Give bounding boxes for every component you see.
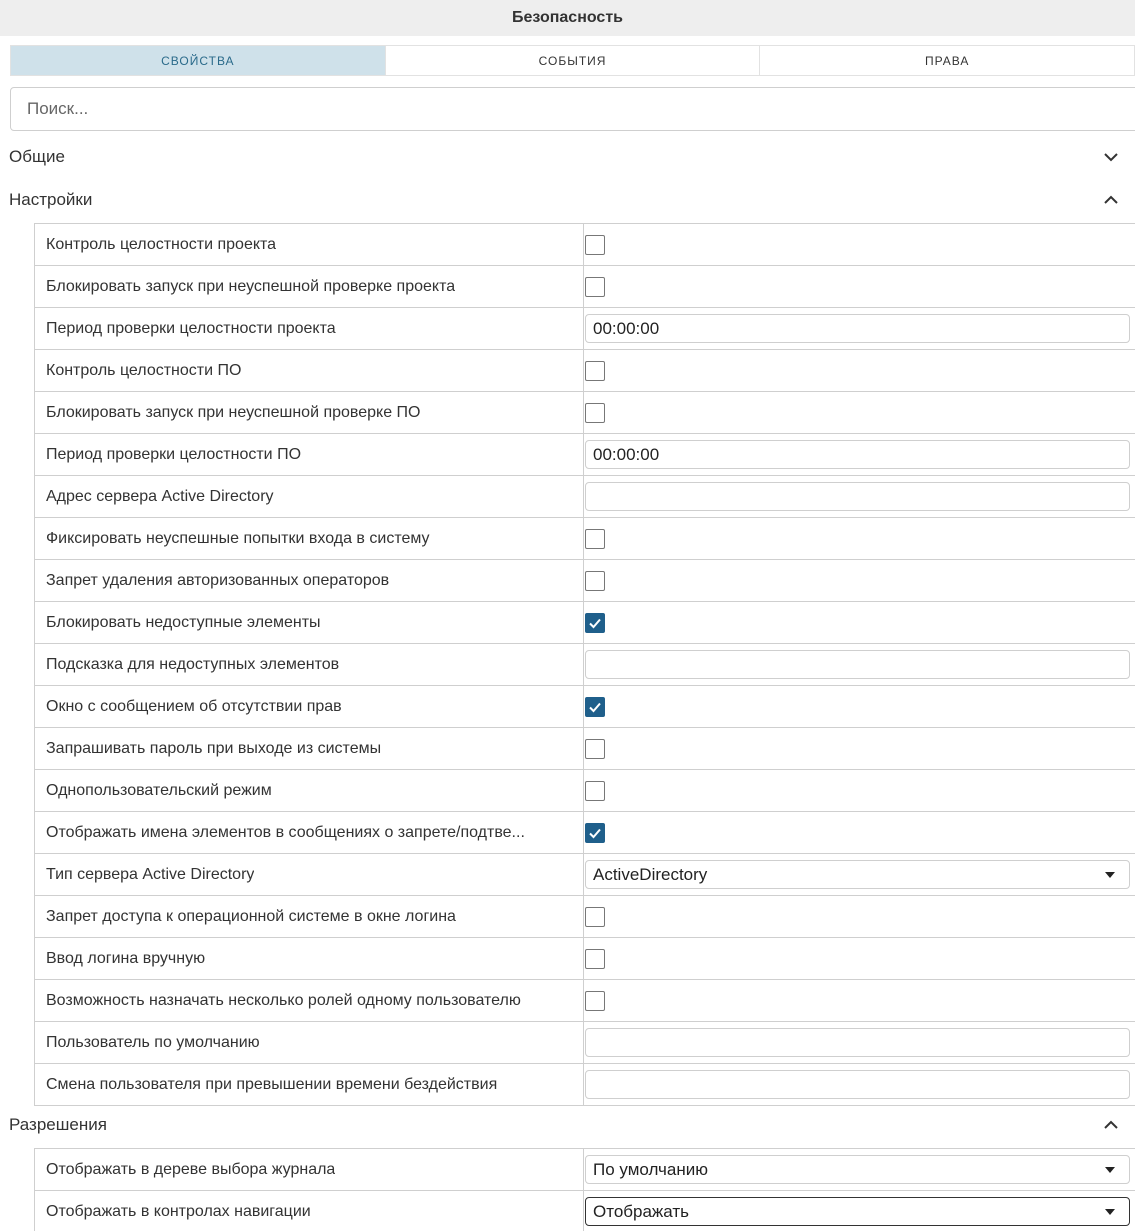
property-row xyxy=(35,1064,1135,1106)
property-select[interactable] xyxy=(585,1155,1130,1184)
property-label: Блокировать запуск при неуспешной проверке проекта xyxy=(46,277,456,295)
property-row xyxy=(35,686,1135,728)
property-value-cell xyxy=(584,644,1135,685)
property-label-cell xyxy=(35,308,584,349)
settings-grid xyxy=(34,223,1135,1106)
property-label-cell xyxy=(35,896,584,937)
property-label: Период проверки целостности проекта xyxy=(46,319,336,337)
property-value-cell xyxy=(584,938,1135,979)
property-row xyxy=(35,266,1135,308)
property-label-cell xyxy=(35,224,584,265)
checkmark-icon xyxy=(588,700,602,714)
property-label: Фиксировать неуспешные попытки входа в систему xyxy=(46,529,430,547)
property-row xyxy=(35,1191,1135,1231)
property-value-cell xyxy=(584,1022,1135,1063)
property-select[interactable] xyxy=(585,860,1130,889)
tab-events[interactable]: СОБЫТИЯ xyxy=(386,46,761,75)
property-label-cell xyxy=(35,476,584,517)
property-label-cell xyxy=(35,560,584,601)
property-label-cell xyxy=(35,518,584,559)
chevron-up-icon xyxy=(1103,1117,1119,1133)
property-value-cell xyxy=(584,896,1135,937)
property-row xyxy=(35,392,1135,434)
property-label-cell xyxy=(35,1022,584,1063)
property-label-cell xyxy=(35,644,584,685)
property-label: Период проверки целостности ПО xyxy=(46,445,302,463)
property-label: Окно с сообщением об отсутствии прав xyxy=(46,697,342,715)
property-row xyxy=(35,728,1135,770)
property-label: Отображать в дереве выбора журнала xyxy=(46,1160,336,1178)
tab-bar xyxy=(10,45,1135,76)
property-label-cell xyxy=(35,854,584,895)
property-value-cell xyxy=(584,1149,1135,1190)
property-row xyxy=(35,224,1135,266)
section-permissions-header[interactable] xyxy=(0,1108,1135,1142)
property-checkbox[interactable] xyxy=(585,991,605,1011)
property-row xyxy=(35,1022,1135,1064)
property-label: Запрашивать пароль при выходе из системы xyxy=(46,739,382,757)
property-text-input[interactable] xyxy=(585,314,1130,343)
property-row xyxy=(35,770,1135,812)
property-value-cell xyxy=(584,980,1135,1021)
property-text-input[interactable] xyxy=(585,440,1130,469)
section-general-header[interactable] xyxy=(0,140,1135,174)
property-value-cell xyxy=(584,602,1135,643)
property-label: Пользователь по умолчанию xyxy=(46,1033,260,1051)
property-label: Смена пользователя при превышении времени бездействия xyxy=(46,1075,498,1093)
property-label-cell xyxy=(35,434,584,475)
property-label-cell xyxy=(35,266,584,307)
property-label-cell xyxy=(35,812,584,853)
section-settings-label: Настройки xyxy=(9,190,93,209)
section-general-label: Общие xyxy=(9,147,65,166)
property-value-cell xyxy=(584,434,1135,475)
property-value-cell xyxy=(584,854,1135,895)
checkmark-icon xyxy=(588,616,602,630)
property-checkbox[interactable] xyxy=(585,277,605,297)
property-checkbox[interactable] xyxy=(585,403,605,423)
select-value: Отображать xyxy=(593,1201,690,1221)
property-row xyxy=(35,644,1135,686)
dropdown-arrow-icon xyxy=(1105,1167,1115,1173)
property-label: Запрет удаления авторизованных операторов xyxy=(46,571,390,589)
property-text-input[interactable] xyxy=(585,482,1130,511)
property-row xyxy=(35,434,1135,476)
property-label: Блокировать недоступные элементы xyxy=(46,613,321,631)
section-settings-header[interactable] xyxy=(0,183,1135,217)
property-select[interactable] xyxy=(585,1197,1130,1226)
property-label: Запрет доступа к операционной системе в окне логина xyxy=(46,907,456,925)
property-checkbox[interactable] xyxy=(585,739,605,759)
property-value-cell xyxy=(584,1064,1135,1105)
property-label: Блокировать запуск при неуспешной проверке ПО xyxy=(46,403,421,421)
property-value-cell xyxy=(584,686,1135,727)
property-checkbox[interactable] xyxy=(585,697,605,717)
property-label-cell xyxy=(35,1064,584,1105)
chevron-up-icon xyxy=(1103,192,1119,208)
property-label-cell xyxy=(35,686,584,727)
property-value-cell xyxy=(584,350,1135,391)
property-checkbox[interactable] xyxy=(585,361,605,381)
property-label-cell xyxy=(35,602,584,643)
property-label: Тип сервера Active Directory xyxy=(46,865,255,883)
property-row xyxy=(35,350,1135,392)
dropdown-arrow-icon xyxy=(1105,1209,1115,1215)
property-label-cell xyxy=(35,728,584,769)
property-label-cell xyxy=(35,770,584,811)
property-checkbox[interactable] xyxy=(585,529,605,549)
section-permissions-label: Разрешения xyxy=(9,1115,107,1134)
property-value-cell xyxy=(584,224,1135,265)
property-label-cell xyxy=(35,392,584,433)
property-text-input[interactable] xyxy=(585,1070,1130,1099)
property-row xyxy=(35,518,1135,560)
property-value-cell xyxy=(584,392,1135,433)
select-value: По умолчанию xyxy=(593,1159,708,1179)
property-label: Подсказка для недоступных элементов xyxy=(46,655,340,673)
chevron-down-icon xyxy=(1103,149,1119,165)
property-label: Отображать имена элементов в сообщениях о запрете/подтве... xyxy=(46,823,525,841)
property-value-cell xyxy=(584,812,1135,853)
property-label: Ввод логина вручную xyxy=(46,949,206,967)
property-value-cell xyxy=(584,518,1135,559)
property-row xyxy=(35,854,1135,896)
property-label: Контроль целостности проекта xyxy=(46,235,277,253)
checkmark-icon xyxy=(588,826,602,840)
property-label-cell xyxy=(35,350,584,391)
property-row xyxy=(35,980,1135,1022)
property-row xyxy=(35,812,1135,854)
property-value-cell xyxy=(584,728,1135,769)
property-checkbox[interactable] xyxy=(585,781,605,801)
property-checkbox[interactable] xyxy=(585,613,605,633)
property-text-input[interactable] xyxy=(585,650,1130,679)
property-label: Однопользовательский режим xyxy=(46,781,272,799)
property-row xyxy=(35,560,1135,602)
property-value-cell xyxy=(584,476,1135,517)
tab-rights[interactable]: ПРАВА xyxy=(760,46,1135,75)
property-value-cell xyxy=(584,1191,1135,1231)
property-checkbox[interactable] xyxy=(585,949,605,969)
property-label-cell xyxy=(35,938,584,979)
property-label: Возможность назначать несколько ролей одному пользователю xyxy=(46,991,521,1009)
window-title: Безопасность xyxy=(0,0,1135,36)
property-label: Контроль целостности ПО xyxy=(46,361,242,379)
property-checkbox[interactable] xyxy=(585,907,605,927)
property-row xyxy=(35,896,1135,938)
property-text-input[interactable] xyxy=(585,1028,1130,1057)
property-value-cell xyxy=(584,770,1135,811)
tab-properties[interactable]: СВОЙСТВА xyxy=(11,46,386,75)
property-value-cell xyxy=(584,266,1135,307)
property-row xyxy=(35,602,1135,644)
property-checkbox[interactable] xyxy=(585,235,605,255)
property-label-cell xyxy=(35,980,584,1021)
search-input[interactable] xyxy=(10,87,1135,131)
dropdown-arrow-icon xyxy=(1105,872,1115,878)
select-value: ActiveDirectory xyxy=(593,864,708,884)
property-row xyxy=(35,938,1135,980)
property-label: Отображать в контролах навигации xyxy=(46,1202,311,1220)
property-label-cell xyxy=(35,1149,584,1190)
property-row xyxy=(35,1149,1135,1191)
property-value-cell xyxy=(584,560,1135,601)
property-label: Адрес сервера Active Directory xyxy=(46,487,274,505)
property-label-cell xyxy=(35,1191,584,1231)
property-checkbox[interactable] xyxy=(585,823,605,843)
property-value-cell xyxy=(584,308,1135,349)
property-row xyxy=(35,308,1135,350)
property-row xyxy=(35,476,1135,518)
property-checkbox[interactable] xyxy=(585,571,605,591)
permissions-grid xyxy=(34,1148,1135,1231)
